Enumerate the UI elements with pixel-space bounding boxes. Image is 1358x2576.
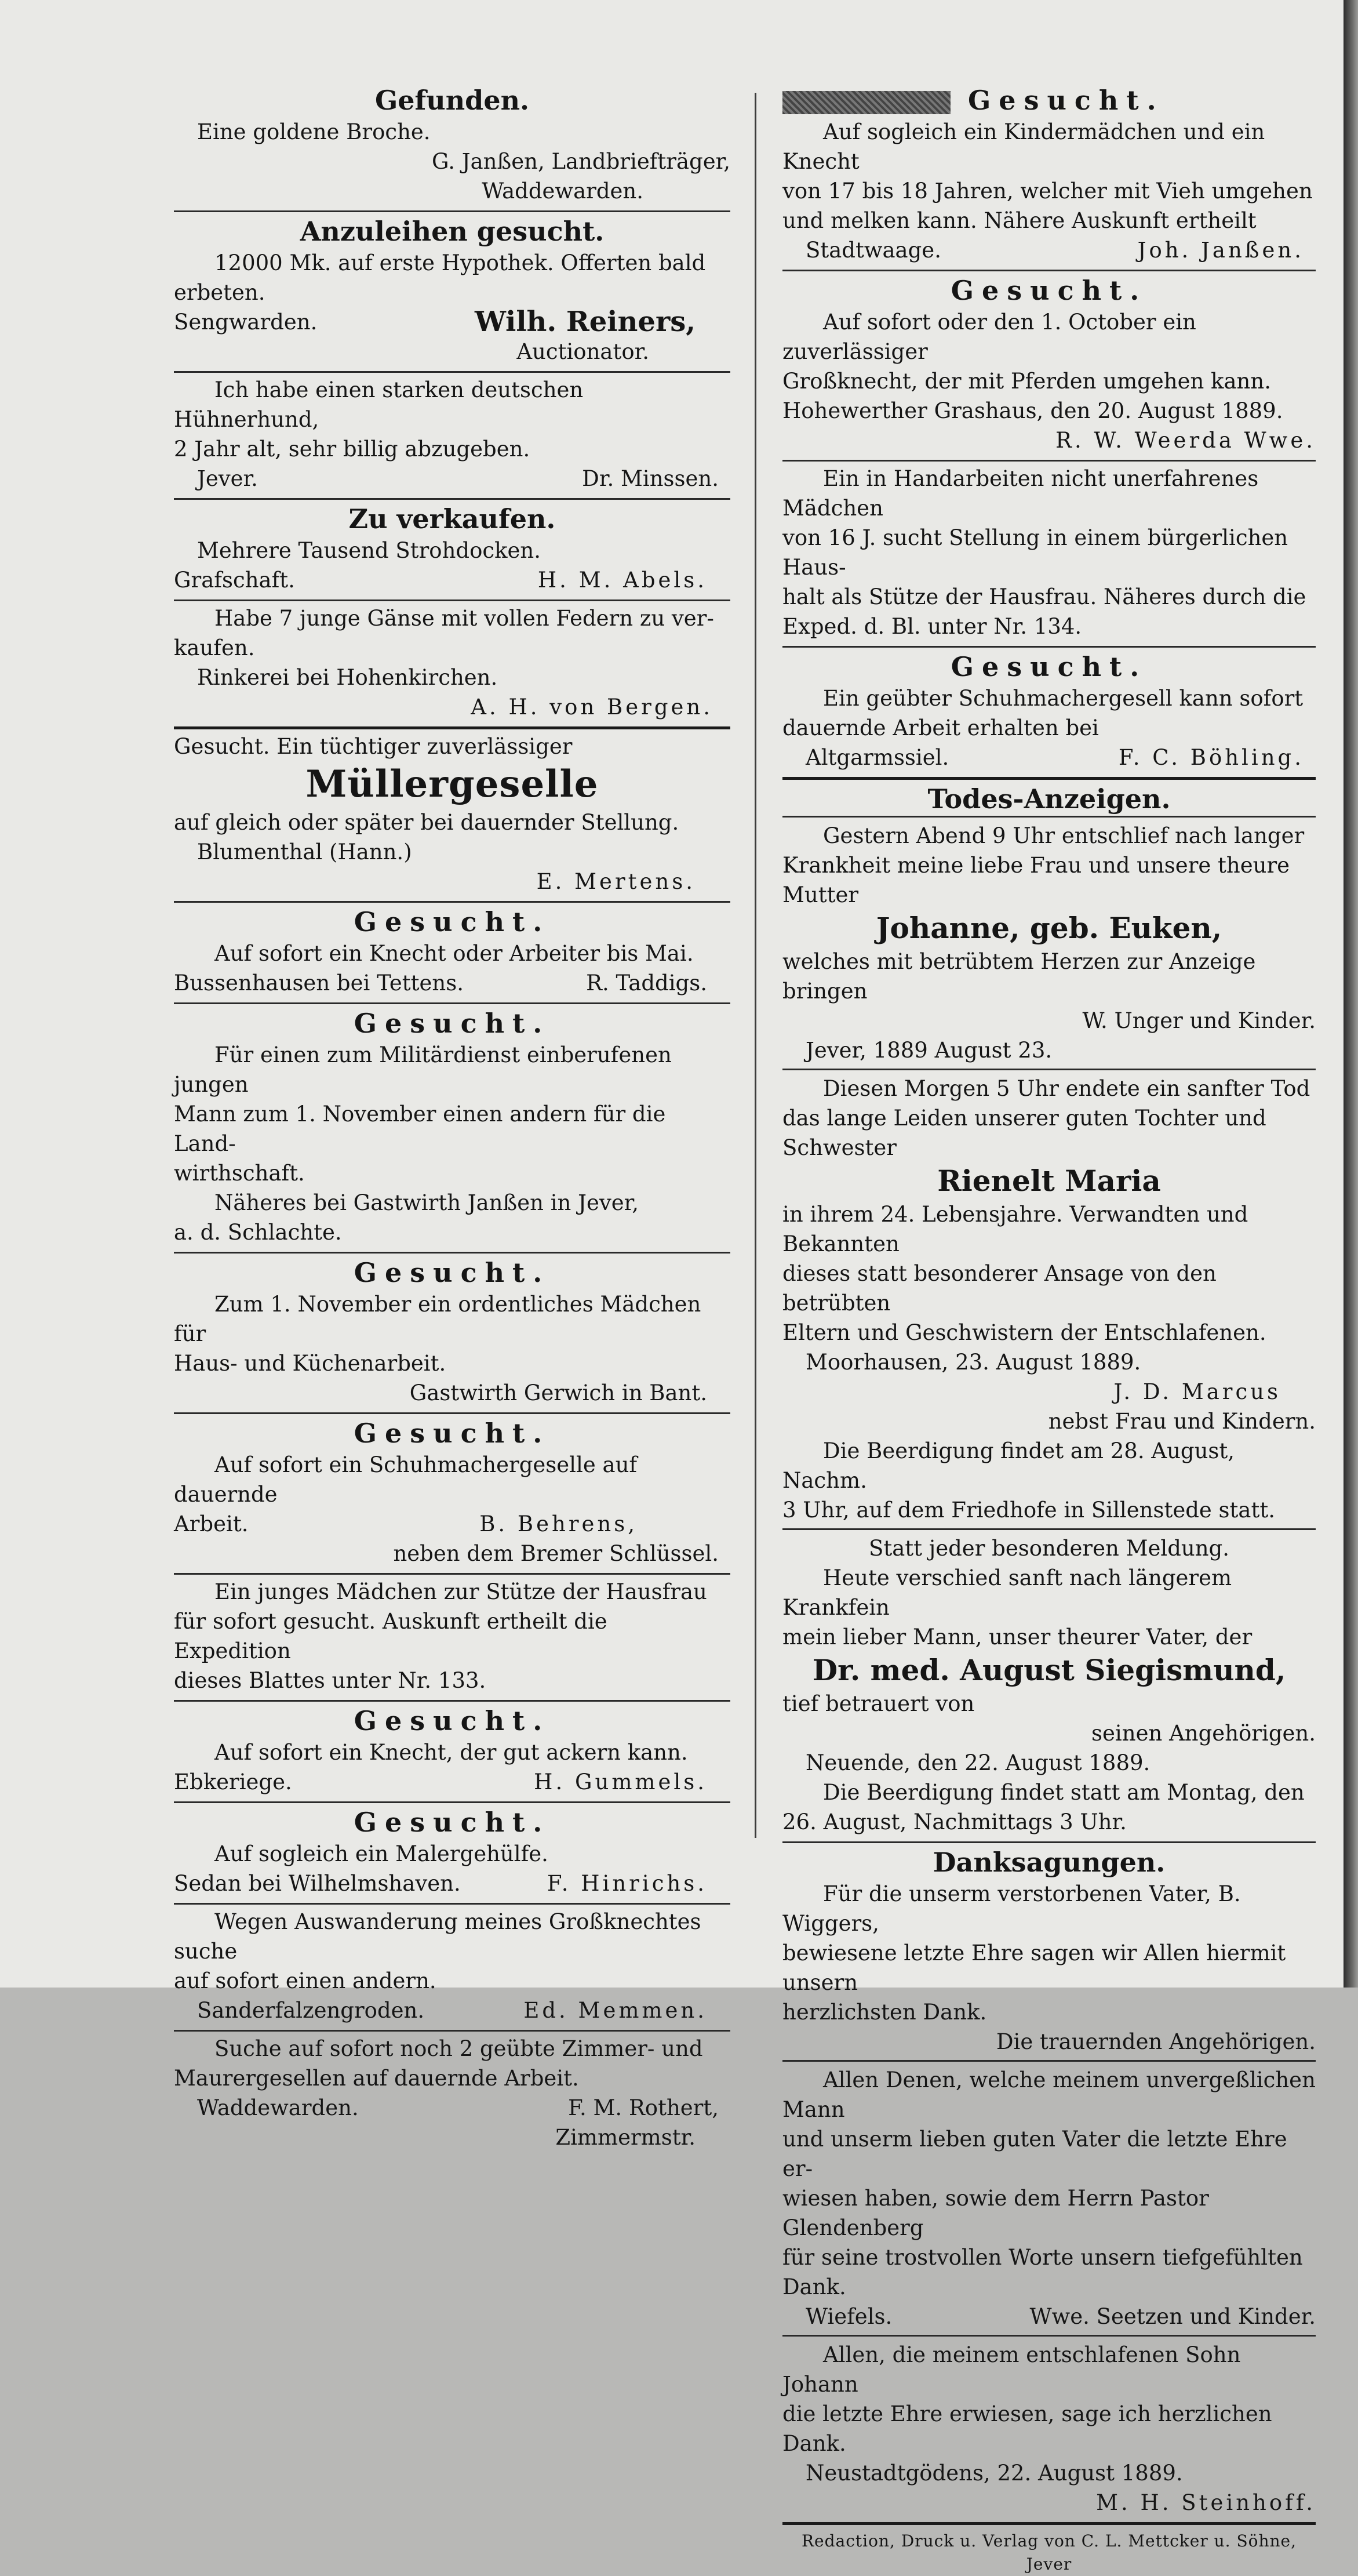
ad-text: Arbeit. <box>174 1512 249 1536</box>
ad-name: Ed. Memmen. <box>523 1998 707 2023</box>
ad-place: Grafschaft. <box>174 568 295 593</box>
ad-name: E. Mertens. <box>536 869 696 894</box>
ad-gesucht-grossknecht <box>782 271 1316 462</box>
ad-role: Zimmermstr. <box>555 2125 696 2150</box>
ad-gesucht-knecht <box>174 903 730 1004</box>
ad-place: Waddewarden. <box>197 2095 359 2120</box>
ad-text: Blumenthal (Hann.) <box>197 840 412 864</box>
ad-place: Jever. <box>197 466 258 491</box>
ad-name: R. Taddigs. <box>586 971 707 995</box>
ad-text: erbeten. <box>174 280 265 305</box>
ad-handarbeiten <box>782 462 1316 648</box>
imprint: Redaction, Druck u. Verlag von C. L. Mettcker u. Söhne, Jever <box>801 2531 1297 2574</box>
ad-signature: G. Janßen, Landbriefträger, <box>432 149 730 174</box>
ad-signature: Waddewarden. <box>482 179 643 204</box>
ad-name: F. C. Böhling. <box>1118 745 1304 770</box>
ad-text: Maurergesellen auf dauernde Arbeit. <box>174 2066 579 2091</box>
ad-text: bewiesene letzte Ehre sagen wir Allen hiermit unsern <box>782 1941 1286 1995</box>
todes-anzeigen <box>782 780 1316 1843</box>
ad-title: Gesucht. <box>951 651 1148 682</box>
ad-text: Hohewerther Grashaus, den 20. August 1889. <box>782 398 1283 423</box>
ad-gesucht-schuhmacher <box>174 1414 730 1575</box>
ad-auswanderung <box>174 1905 730 2032</box>
ad-text: die letzte Ehre erwiesen, sage ich herzlichen Dank. <box>782 2401 1272 2456</box>
ad-text: Statt jeder besonderen Meldung. <box>868 1536 1229 1561</box>
ad-text: Ich habe einen starken deutschen Hühnerhund, <box>174 377 584 432</box>
ad-text: dauernde Arbeit erhalten bei <box>782 715 1099 740</box>
ad-text: Ein in Handarbeiten nicht unerfahrenes Mädchen <box>782 466 1259 521</box>
ad-text: Ein geübter Schuhmachergesell kann sofort <box>823 686 1304 711</box>
ad-signature: nebst Frau und Kindern. <box>1048 1409 1316 1434</box>
right-column <box>782 81 1316 2576</box>
ad-text: Habe 7 junge Gänse mit vollen Federn zu ver- <box>214 606 714 631</box>
printed-ornament <box>782 91 951 114</box>
ad-name: Dr. Minssen. <box>582 466 719 491</box>
ad-text: dieses Blattes unter Nr. 133. <box>174 1668 486 1693</box>
ad-text: Ein junges Mädchen zur Stütze der Hausfrau <box>214 1579 707 1604</box>
ad-zu-verkaufen <box>174 500 730 601</box>
ad-name: Wilh. Reiners, <box>475 306 696 338</box>
ad-title: Anzuleihen gesucht. <box>300 216 605 247</box>
ad-text: welches mit betrübtem Herzen zur Anzeige bringen <box>782 949 1256 1004</box>
ad-text: Suche auf sofort noch 2 geübte Zimmer- und <box>214 2036 703 2061</box>
ad-signature: M. H. Steinhoff. <box>1096 2490 1316 2515</box>
ad-place: Altgarmssiel. <box>806 745 949 770</box>
ad-text: Auf sofort ein Knecht, der gut ackern kann. <box>214 1740 688 1765</box>
ad-text: Diesen Morgen 5 Uhr endete ein sanfter Tod <box>823 1076 1310 1101</box>
ad-signature: Gastwirth Gerwich in Bant. <box>409 1380 707 1405</box>
ad-role: Auctionator. <box>516 339 649 364</box>
ad-muellergeselle <box>174 729 730 903</box>
ad-text: von 17 bis 18 Jahren, welcher mit Vieh umgehen <box>782 179 1313 204</box>
ad-signature: W. Unger und Kinder. <box>1082 1008 1316 1033</box>
ad-anzuleihen <box>174 212 730 373</box>
ad-text: tief betrauert von <box>782 1691 975 1716</box>
ad-name: Joh. Janßen. <box>1137 238 1304 263</box>
ad-name: B. Behrens, <box>479 1512 638 1536</box>
ad-gesucht-maler <box>174 1803 730 1905</box>
ad-text: Auf sogleich ein Malergehülfe. <box>214 1841 548 1866</box>
ad-place: Bussenhausen bei Tettens. <box>174 971 464 995</box>
ad-title: Gesucht. <box>951 275 1148 306</box>
ad-title: Gesucht. <box>354 1807 551 1838</box>
ad-text: Gestern Abend 9 Uhr entschlief nach langer <box>823 823 1305 848</box>
ad-address: neben dem Bremer Schlüssel. <box>393 1541 719 1566</box>
ad-gesucht-maedchen <box>174 1254 730 1414</box>
ad-signature: seinen Angehörigen. <box>1091 1721 1316 1746</box>
ad-text: Wegen Auswanderung meines Großknechtes suche <box>174 1909 701 1964</box>
ad-title: Müllergeselle <box>305 762 599 806</box>
ad-date: Neustadtgödens, 22. August 1889. <box>806 2461 1183 2486</box>
ad-text: von 16 J. sucht Stellung in einem bürgerlichen Haus- <box>782 525 1288 580</box>
ad-text: auf gleich oder später bei dauernder Stellung. <box>174 810 679 835</box>
ad-text: in ihrem 24. Lebensjahre. Verwandten und Bekannten <box>782 1202 1248 1256</box>
ad-title: Gesucht. <box>354 1418 551 1449</box>
ad-name: A. H. von Bergen. <box>471 695 713 720</box>
ad-date: Neuende, den 22. August 1889. <box>806 1750 1151 1775</box>
deceased-name: Rienelt Maria <box>937 1164 1161 1198</box>
ad-text: 2 Jahr alt, sehr billig abzugeben. <box>174 437 530 462</box>
ad-place: Sanderfalzengroden. <box>197 1998 425 2023</box>
ad-text: kaufen. <box>174 635 255 660</box>
ad-text: für seine trostvollen Worte unsern tiefgefühlten Dank. <box>782 2245 1303 2299</box>
ad-place: Stadtwaage. <box>806 238 941 263</box>
ad-title: Gesucht. <box>354 1705 551 1736</box>
divider <box>782 1528 1316 1530</box>
ad-text: Zum 1. November ein ordentliches Mädchen für <box>174 1292 701 1346</box>
ad-lead: Gesucht. Ein tüchtiger zuverlässiger <box>174 734 573 759</box>
ad-name: F. M. Rothert, <box>568 2095 719 2120</box>
ad-name: H. M. Abels. <box>537 568 707 593</box>
ad-text: Auf sofort ein Knecht oder Arbeiter bis Mai. <box>214 941 694 966</box>
ad-text: Mehrere Tausend Strohdocken. <box>197 538 541 563</box>
ad-text: Heute verschied sanft nach längerem Krankfein <box>782 1565 1232 1620</box>
deceased-name: Johanne, geb. Euken, <box>876 911 1222 945</box>
ad-text: 3 Uhr, auf dem Friedhofe in Sillenstede statt. <box>782 1498 1275 1523</box>
divider <box>782 1069 1316 1070</box>
ad-signature: Die trauernden Angehörigen. <box>996 2029 1316 2054</box>
left-column <box>174 81 730 2157</box>
ad-title: Zu verkaufen. <box>348 503 556 535</box>
ad-gesucht-militaer <box>174 1004 730 1254</box>
ad-place: Ebkeriege. <box>174 1770 292 1794</box>
ad-title: Gesucht. <box>354 1257 551 1288</box>
ad-text: a. d. Schlachte. <box>174 1220 342 1245</box>
ad-text: mein lieber Mann, unser theurer Vater, der <box>782 1625 1253 1649</box>
ad-title: Gefunden. <box>374 85 530 116</box>
ad-text: das lange Leiden unserer guten Tochter und Schwester <box>782 1106 1266 1160</box>
ad-gefunden <box>174 81 730 212</box>
ad-gesucht-ackern <box>174 1702 730 1803</box>
ad-text: Auf sofort ein Schuhmachergeselle auf dauernde <box>174 1452 638 1507</box>
ad-text: Allen Denen, welche meinem unvergeßlichen Mann <box>782 2068 1316 2122</box>
ad-place: Sengwarden. <box>174 310 318 335</box>
ad-text: Exped. d. Bl. unter Nr. 134. <box>782 614 1082 639</box>
ad-text: 12000 Mk. auf erste Hypothek. Offerten bald <box>214 250 706 275</box>
ad-title: Gesucht. <box>354 1008 551 1039</box>
column-divider <box>755 93 756 1838</box>
ad-text: für sofort gesucht. Auskunft ertheilt die Expedition <box>174 1609 607 1663</box>
ad-gesucht-kindermaedchen <box>782 81 1316 271</box>
deceased-name: Dr. med. August Siegismund, <box>812 1653 1286 1687</box>
ad-signature: Wwe. Seetzen und Kinder. <box>1029 2304 1316 2329</box>
ad-text: Näheres bei Gastwirth Janßen in Jever, <box>214 1190 639 1215</box>
ad-text: Auf sogleich ein Kindermädchen und ein Knecht <box>782 119 1265 174</box>
ad-name: F. Hinrichs. <box>547 1871 707 1896</box>
ad-zimmergesellen <box>174 2032 730 2157</box>
ad-text: Die Beerdigung findet statt am Montag, den <box>823 1780 1305 1805</box>
ad-text: Haus- und Küchenarbeit. <box>174 1351 446 1376</box>
section-rule <box>782 816 1316 818</box>
divider <box>782 2060 1316 2062</box>
ad-text: wirthschaft. <box>174 1161 305 1186</box>
ad-huehnerhund <box>174 373 730 500</box>
ad-text: Mann zum 1. November einen andern für die Land- <box>174 1102 666 1156</box>
ad-text: Großknecht, der mit Pferden umgehen kann. <box>782 369 1271 394</box>
ad-text: dieses statt besonderer Ansage von den betrübten <box>782 1261 1217 1316</box>
page-gutter <box>1344 0 1358 1988</box>
ad-text: Die Beerdigung findet am 28. August, Nachm. <box>782 1438 1235 1493</box>
ad-text: auf sofort einen andern. <box>174 1968 436 1993</box>
ad-name: H. Gummels. <box>534 1770 707 1794</box>
ad-text: wiesen haben, sowie dem Herrn Pastor Glendenberg <box>782 2186 1209 2240</box>
ad-text: und unserm lieben guten Vater die letzte Ehre er- <box>782 2127 1287 2181</box>
divider <box>782 2335 1316 2337</box>
ad-gesucht-schuhmachergesell <box>782 648 1316 780</box>
ad-signature: J. D. Marcus <box>1113 1379 1281 1404</box>
ad-text: Eine goldene Broche. <box>197 119 431 144</box>
ad-name: R. W. Weerda Wwe. <box>1055 428 1316 453</box>
ad-text: herzlichsten Dank. <box>782 2000 987 2025</box>
ad-text: Auf sofort oder den 1. October ein zuverlässiger <box>782 310 1196 364</box>
ad-date: Jever, 1889 August 23. <box>806 1038 1053 1063</box>
ad-text: Eltern und Geschwistern der Entschlafenen. <box>782 1320 1266 1345</box>
ad-title: Gesucht. <box>354 906 551 938</box>
ad-gaense <box>174 601 730 729</box>
ad-place: Wiefels. <box>806 2304 893 2329</box>
ad-stuetze-hausfrau <box>174 1575 730 1702</box>
section-title: Danksagungen. <box>933 1847 1166 1878</box>
ad-text: und melken kann. Nähere Auskunft ertheilt <box>782 208 1257 233</box>
danksagungen <box>782 1843 1316 2525</box>
ad-text: Rinkerei bei Hohenkirchen. <box>197 665 498 690</box>
ad-date: Moorhausen, 23. August 1889. <box>806 1350 1141 1375</box>
ad-title: Gesucht. <box>968 85 1164 116</box>
ad-place: Sedan bei Wilhelmshaven. <box>174 1871 461 1896</box>
ad-text: 26. August, Nachmittags 3 Uhr. <box>782 1810 1127 1834</box>
section-title: Todes-Anzeigen. <box>927 783 1171 815</box>
ad-text: halt als Stütze der Hausfrau. Näheres durch die <box>782 584 1306 609</box>
ad-text: Allen, die meinem entschlafenen Sohn Johann <box>782 2342 1241 2397</box>
ad-text: Für einen zum Militärdienst einberufenen jungen <box>174 1042 672 1097</box>
ad-text: Krankheit meine liebe Frau und unsere theure Mutter <box>782 853 1290 907</box>
ad-text: Für die unserm verstorbenen Vater, B. Wiggers, <box>782 1881 1241 1936</box>
